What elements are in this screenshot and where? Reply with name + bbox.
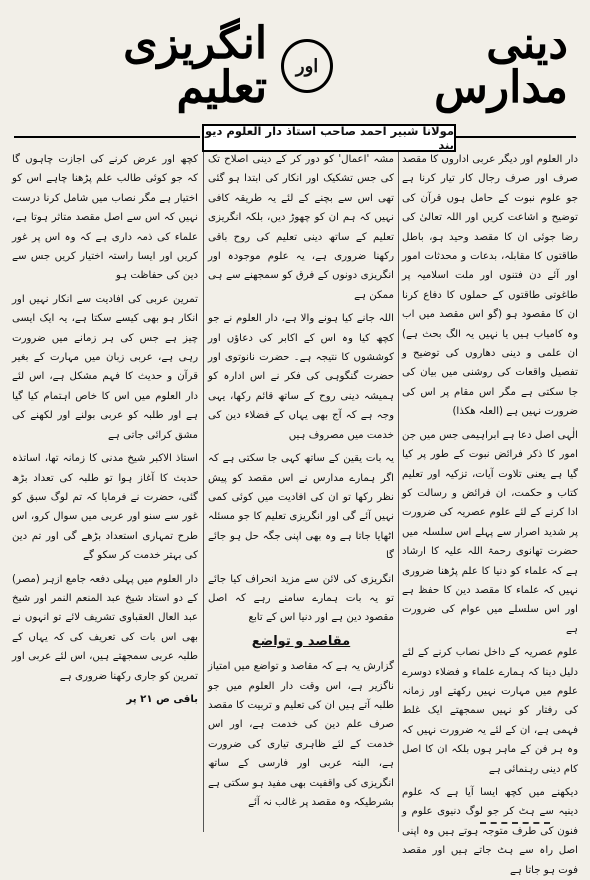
headline-part-1: دینی مدارس — [434, 18, 568, 113]
header-rule-right — [456, 136, 576, 138]
paragraph: کچھ اور عرض کرنے کی اجازت چاہوں گا کہ جو کوئی طالب علم پڑھنا چاہے اس کو اختیار ہے مگر نصاب میں شامل کرنا درست نہیں کہ اس سے اصل مقصد متاثر ہوتا ہے، علماء کی ذمہ داری ہے کہ وہ اس پر غور کریں اور ایسا راستہ اختیار کریں جس سے دین کی حفاظت ہو — [12, 154, 198, 282]
paragraph: دار العلوم میں پہلی دفعہ جامع ازہر (مصر) کے دو استاد شیخ عبد المنعم النمر اور شیخ عبد العال العقباوی تشریف لائے تو انہوں نے بھی اس بات کی تعریف کی کہ یہاں کے طلبہ عربی سمجھتے ہیں، اس لئے عربی اور تمرین کو جاری رکھنا ضروری ہے — [12, 573, 198, 682]
headline-connector: اور — [295, 55, 319, 77]
page-bottom-divider — [480, 822, 550, 834]
paragraph: علوم عصریہ کے داخل نصاب کرنے کے لئے دلیل دینا کہ ہمارے علماء و فضلاء دوسرے علوم میں مہارت نہیں رکھتے اور زمانہ کی رفتار کو نہیں سمجھتے ایک غلط فہمی ہے، ان کے لئے یہ ضرورت نہیں کہ وہ ہر فن کے ماہر ہوں بلکہ ان کا اصل کام دینی رہنمائی ہے — [402, 647, 578, 775]
paragraph: الٰہی اصل دعا ہے ابراہیمی جس میں جن امور کا ذکر فرائض نبوت کے طور پر کیا گیا ہے یعنی تلاوت آیات، تزکیہ اور تعلیم کتاب و حکمت، ان فرائض و رسالت کو ادا کرنے کے لئے علوم عصریہ کی ضرورت پر شدید اصرار سے پہلے اس سلسلہ میں حضرت تھانوی رحمۃ اللہ علیہ کا ارشاد ہے کہ علماء کو دنیا کا علم پڑھنا ضروری نہیں کہ علماء کا مقصد دین کا حفظ ہے اور اس سلسلے میں عوام کی ضرورت ہے — [402, 429, 578, 635]
continuation-note: باقی ص ۲۱ پر — [126, 693, 198, 705]
headline-connector-circle — [281, 39, 333, 93]
column-right — [402, 150, 578, 876]
author-name: مولانا شبیر احمد صاحب استاذ دار العلوم دیو بند — [204, 124, 454, 152]
paragraph: دیکھنے میں کچھ ایسا آیا ہے کہ علوم دینیہ سے ہٹ کر جو لوگ دنیوی علوم و فنون کی طرف متوجہ ہوتے ہیں وہ اپنی اصل راہ سے ہٹ جاتے ہیں اور مقصد فوت ہو جاتا ہے — [402, 787, 578, 876]
paragraph: گزارش یہ ہے کہ مقاصد و تواضع میں امتیاز ناگزیر ہے، اس وقت دار العلوم میں جو طلبہ آتے ہیں ان کی تعلیم و تربیت کا مقصد صرف علم دین کی خدمت ہے، اور اس خدمت کے لئے ظاہری تیاری کی ضرورت ہے، البتہ عربی اور فارسی کے ساتھ انگریزی کی واقفیت بھی مفید ہو سکتی ہے بشرطیکہ وہ مقصد پر غالب نہ آئے — [208, 661, 394, 808]
column-middle — [208, 150, 394, 835]
author-byline — [202, 124, 456, 152]
paragraph: تمرین عربی کی افادیت سے انکار نہیں اور انکار ہو بھی کیسے سکتا ہے، یہ ایک ایسی چیز ہے جس کی ہر زمانے میں ضرورت رہی ہے، عربی زبان میں مہارت کے بغیر قرآن و حدیث کا فہم مشکل ہے، اس لئے دار العلوم میں اس کا خاص اہتمام کیا گیا ہے اور طلبہ کو عربی بولنے اور لکھنے کی مشق کرائی جاتی ہے — [12, 293, 198, 441]
paragraph: یہ بات یقین کے ساتھ کہی جا سکتی ہے کہ اگر ہمارے مدارس نے اس مقصد کو پیش نظر رکھا تو ان کی افادیت میں کوئی کمی نہیں آئے گی اور انگریزی تعلیم کا جو مسئلہ اٹھایا جاتا ہے وہ بھی اپنی جگہ حل ہو جائے گا — [208, 453, 394, 562]
paragraph: استاذ الاکبر شیخ مدنی کا زمانہ تھا، اساتذہ حدیث کا آغاز ہوا تو طلبہ کی تعداد بڑھ گئی، حضرت نے فرمایا کہ تم لوگ سبق کو غور سے سنو اور عربی میں سوال کرو، اس طرح تمہاری استعداد بڑھے گی اور تم دین کی بہتر خدمت کر سکو گے — [12, 453, 198, 562]
headline — [28, 14, 568, 118]
headline-part-2: انگریزی تعلیم — [123, 18, 268, 113]
header-rule-left — [14, 136, 200, 138]
paragraph: دار العلوم اور دیگر عربی اداروں کا مقصد صرف اور صرف رجال کار تیار کرنا ہے جو علوم نبوت کے حامل ہوں قرآن کی توضیح و اشاعت کریں اور اللہ تعالیٰ کی رضا جوئی ان کا مقصد وحید ہو، باطل طاقتوں کا مقابلہ، بدعات و محدثات امور اور آئے دن فتنوں اور ملت اسلامیہ پر طاغوتی طاقتوں کے حملوں کا دفاع کرنا ان کا مقصود ہو (گو اس مقصد میں اب وہ کامیاب ہیں یا نہیں یہ الگ بحث ہے) ان علمی و دینی دھاروں کی توضیح و تفصیل واقعات کی روشنی میں بیان کی جا سکتی ہے مگر اس مقام پر اس کی ضرورت نہیں ہے (العلہ ھکذا) — [402, 154, 578, 418]
paragraph: مشہ 'اعمال' کو دور کر کے دینی اصلاح تک کی جس تشکیک اور انکار کی ابتدا ہو گئی تھی اس سے بچنے کے لئے یہ طریقہ کافی نہیں کہ ہم ان کو چھوڑ دیں، بلکہ انگریزی تعلیم کے ساتھ دینی تعلیم کی روح باقی رکھنا ضروری ہے، یہ علوم موجودہ اور انگریزی دونوں کے فرق کو سمجھنے سے ہی ممکن ہے — [208, 154, 394, 301]
paragraph: اللہ جانے کیا ہونے والا ہے، دار العلوم نے جو کچھ کیا وہ اس کے اکابر کی دعاؤں اور کوششوں کا نتیجہ ہے۔ حضرت نانوتوی اور حضرت گنگوہی کی فکر نے اس ادارہ کو ہمیشہ دینی روح کے ساتھ قائم رکھا، یہی وجہ ہے کہ آج بھی یہاں کے فضلاء دین کی خدمت میں مصروف ہیں — [208, 313, 394, 441]
section-subheading: مقاصد و تواضع — [251, 633, 351, 649]
paragraph: انگریزی کی لائن سے مزید انحراف کیا جائے تو یہ بات ہمارے سامنے رہے کہ اصل مقصود دین ہے اور دنیا اس کے تابع — [208, 573, 394, 624]
column-left — [12, 150, 198, 835]
column-divider — [398, 152, 399, 832]
column-divider — [203, 152, 204, 832]
